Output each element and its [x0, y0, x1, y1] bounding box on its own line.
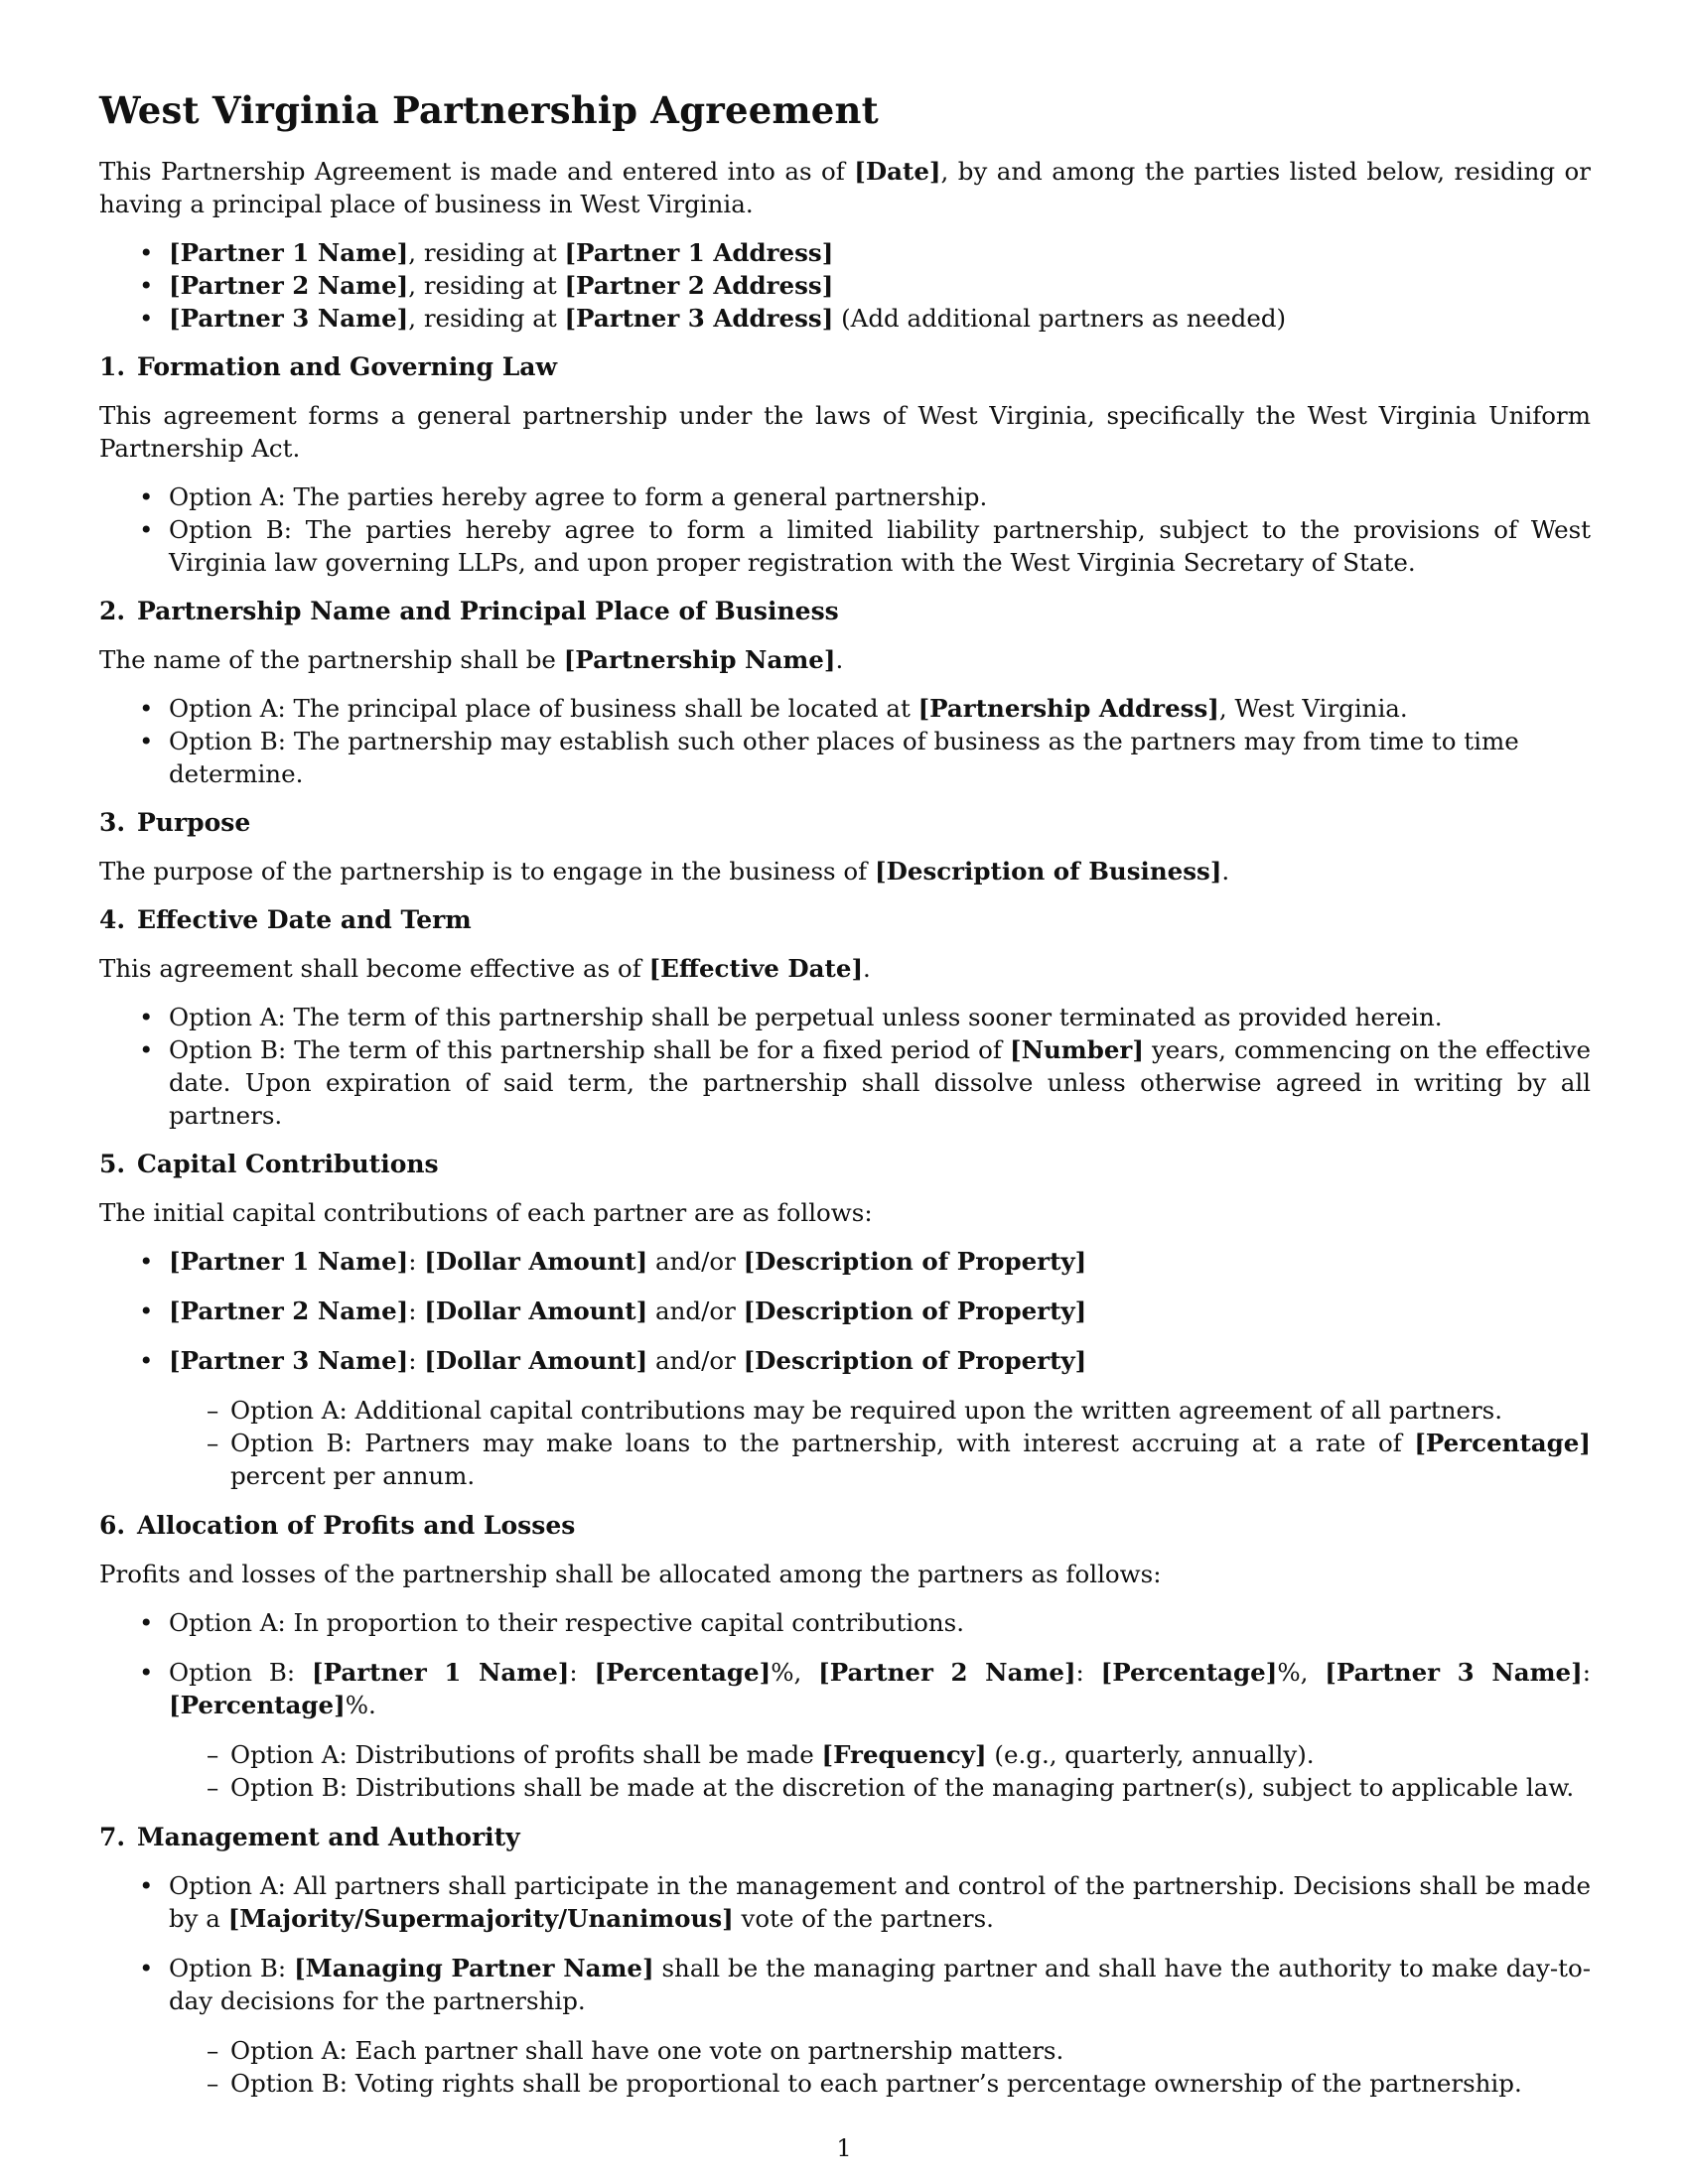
- list-item: • [Partner 1 Name]: [Dollar Amount] and/or [Description of Property]: [99, 1245, 1591, 1278]
- list-item: • [Partner 2 Name]: [Dollar Amount] and/or [Description of Property]: [99, 1295, 1591, 1327]
- list-item: – Option B: Distributions shall be made at the discretion of the managing partner(s), subject to applicable law.: [169, 1771, 1591, 1804]
- document-body: [99, 87, 1591, 2116]
- section-6-options: [99, 1606, 1591, 1804]
- section-5-sub-options: [99, 1394, 1591, 1492]
- section-3-text: The purpose of the partnership is to engage in the business of [Description of Business].: [99, 857, 1230, 886]
- document-title: West Virginia Partnership Agreement: [99, 88, 879, 132]
- list-item: • [Partner 3 Name], residing at [Partner 3 Address] (Add additional partners as needed): [99, 302, 1591, 335]
- page-number: 1: [836, 2134, 852, 2162]
- list-item: • Option A: The principal place of business shall be located at [Partnership Address], West Virginia.: [99, 692, 1591, 725]
- section-heading-6: 6. Allocation of Profits and Losses: [99, 1511, 576, 1540]
- section-2-options: [99, 692, 1591, 790]
- section-4-options: [99, 1001, 1591, 1132]
- section-heading-4: 4. Effective Date and Term: [99, 905, 472, 934]
- section-heading-2: 2. Partnership Name and Principal Place of Business: [99, 597, 839, 625]
- section-5-contributions: [99, 1245, 1591, 1492]
- list-item: • Option A: The parties hereby agree to form a general partnership.: [99, 480, 1591, 513]
- list-item: • Option B: The term of this partnership shall be for a fixed period of [Number] years, commencing on the effective date. Upon expiration of said term, the partnership shall dissolve unless otherwise agreed in writing by all partners.: [99, 1033, 1591, 1132]
- list-item: • Option B: [Partner 1 Name]: [Percentage]%, [Partner 2 Name]: [Percentage]%, [Partner 3 Name]: [Percentage]%. – Option A: Distributions of profits shall be made [Frequency] (e.g., quarterly, annually). – Option B: Distributions shall be made at the discretion of the managing partner(s), subject to applicable law.: [99, 1656, 1591, 1804]
- list-item: • Option B: The partnership may establish such other places of business as the partners may from time to time determine.: [99, 725, 1591, 790]
- list-item: – Option B: Voting rights shall be proportional to each partner’s percentage ownership of the partnership.: [169, 2067, 1591, 2100]
- section-2-text: The name of the partnership shall be [Partnership Name].: [99, 645, 844, 674]
- list-item: – Option B: Partners may make loans to the partnership, with interest accruing at a rate of [Percentage] percent per annum.: [169, 1427, 1591, 1492]
- section-heading-5: 5. Capital Contributions: [99, 1150, 439, 1178]
- section-heading-1: 1. Formation and Governing Law: [99, 352, 557, 381]
- section-heading-7: 7. Management and Authority: [99, 1823, 520, 1851]
- section-5-text: The initial capital contributions of each partner are as follows:: [99, 1198, 873, 1227]
- section-7-sub-options: [99, 2034, 1591, 2100]
- list-item: • Option A: All partners shall participate in the management and control of the partnership. Decisions shall be made by a [Majority/Supermajority/Unanimous] vote of the partners.: [99, 1869, 1591, 1935]
- section-4-text: This agreement shall become effective as of [Effective Date].: [99, 954, 871, 983]
- list-item: • Option A: In proportion to their respective capital contributions.: [99, 1606, 1591, 1639]
- list-item: • [Partner 2 Name], residing at [Partner 2 Address]: [99, 269, 1591, 302]
- section-6-text: Profits and losses of the partnership shall be allocated among the partners as follows:: [99, 1560, 1162, 1588]
- section-heading-3: 3. Purpose: [99, 808, 251, 837]
- section-1-options: [99, 480, 1591, 579]
- list-item: • Option B: The parties hereby agree to form a limited liability partnership, subject to the provisions of West Virginia law governing LLPs, and upon proper registration with the West Virginia Secretary of State.: [99, 513, 1591, 579]
- section-1-text: This agreement forms a general partnership under the laws of West Virginia, specifically the West Virginia Uniform Partnership Act.: [99, 401, 1591, 463]
- section-7-options: [99, 1869, 1591, 2100]
- list-item: • Option B: [Managing Partner Name] shall be the managing partner and shall have the authority to make day-to-day decisions for the partnership. – Option A: Each partner shall have one vote on partnership matters. – Option B: Voting rights shall be proportional to each partner’s percentage ownership of the partnership.: [99, 1952, 1591, 2100]
- partner-list: [99, 236, 1591, 335]
- list-item: – Option A: Distributions of profits shall be made [Frequency] (e.g., quarterly, annually).: [169, 1738, 1591, 1771]
- list-item: – Option A: Additional capital contributions may be required upon the written agreement of all partners.: [169, 1394, 1591, 1427]
- list-item: • [Partner 3 Name]: [Dollar Amount] and/or [Description of Property] – Option A: Additional capital contributions may be required upon the written agreement of all partners. – Option B: Partners may make loans to the partnership, with interest accruing at a rate of [Percentage] percent per annum.: [99, 1344, 1591, 1492]
- list-item: • Option A: The term of this partnership shall be perpetual unless sooner terminated as provided herein.: [99, 1001, 1591, 1033]
- list-item: – Option A: Each partner shall have one vote on partnership matters.: [169, 2034, 1591, 2067]
- list-item: • [Partner 1 Name], residing at [Partner 1 Address]: [99, 236, 1591, 269]
- intro-paragraph: This Partnership Agreement is made and entered into as of [Date], by and among the parties listed below, residing or having a principal place of business in West Virginia.: [99, 157, 1592, 218]
- section-6-sub-options: [99, 1738, 1591, 1804]
